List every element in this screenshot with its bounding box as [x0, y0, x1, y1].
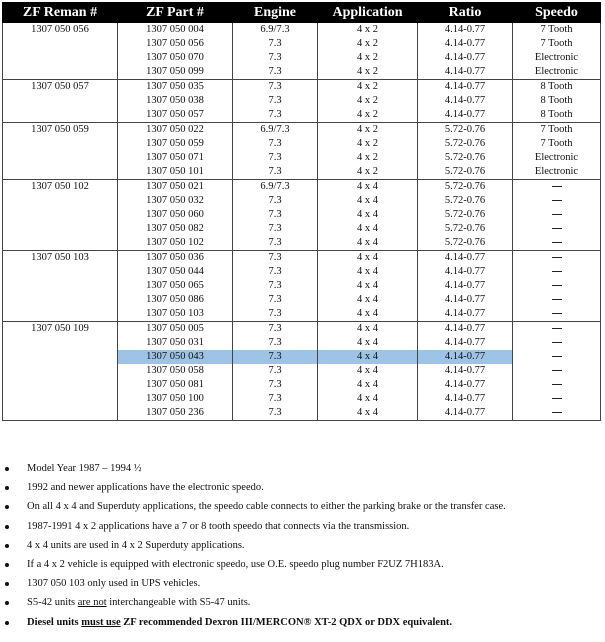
- part-number-cell: 1307 050 056: [118, 37, 233, 51]
- engine-cell: 7.3: [233, 279, 318, 293]
- note-diesel: [0, 613, 600, 632]
- note-interchange-post: interchangeable with S5-47 units.: [106, 597, 251, 609]
- part-number-cell: 1307 050 070: [118, 51, 233, 65]
- engine-cell: 7.3: [233, 378, 318, 392]
- part-number-cell: 1307 050 005: [118, 322, 233, 337]
- speedo-cell: 7 Tooth: [513, 137, 601, 151]
- table-body: [3, 23, 601, 421]
- note-diesel-pre: Diesel units: [27, 616, 82, 628]
- ratio-cell: 4.14-0.77: [418, 378, 513, 392]
- engine-cell: 7.3: [233, 392, 318, 406]
- note-interchange-emphasis: are not: [77, 597, 107, 609]
- speedo-cell: [513, 307, 601, 322]
- engine-cell: 7.3: [233, 208, 318, 222]
- engine-cell: 7.3: [233, 251, 318, 266]
- application-cell: 4 x 4: [318, 406, 418, 421]
- table-row: [3, 322, 601, 337]
- ratio-cell: 4.14-0.77: [418, 293, 513, 307]
- speedo-cell: [513, 378, 601, 392]
- note-interchange-pre: S5-42 units: [27, 597, 78, 609]
- ratio-cell: 4.14-0.77: [418, 94, 513, 108]
- part-number-cell: 1307 050 102: [118, 236, 233, 251]
- ratio-cell: 5.72-0.76: [418, 165, 513, 180]
- reman-number-cell: 1307 050 057: [3, 80, 118, 123]
- engine-cell: 7.3: [233, 307, 318, 322]
- note-diesel-emphasis: must use: [81, 616, 121, 628]
- engine-cell: 6.9/7.3: [233, 123, 318, 138]
- application-cell: 4 x 2: [318, 137, 418, 151]
- speedo-dash: [552, 257, 562, 258]
- table-row: [3, 180, 601, 195]
- ratio-cell: 4.14-0.77: [418, 251, 513, 266]
- speedo-cell: 7 Tooth: [513, 123, 601, 138]
- part-number-cell: 1307 050 031: [118, 336, 233, 350]
- note-plug-number: If a 4 x 2 vehicle is equipped with electronic speedo, use O.E. speedo plug number F2UZ 7H183A.: [0, 555, 600, 574]
- speedo-cell: 8 Tooth: [513, 94, 601, 108]
- table-row: [3, 80, 601, 95]
- speedo-cell: [513, 392, 601, 406]
- part-number-cell: 1307 050 065: [118, 279, 233, 293]
- part-number-cell: 1307 050 044: [118, 265, 233, 279]
- engine-cell: 7.3: [233, 364, 318, 378]
- application-cell: 4 x 4: [318, 307, 418, 322]
- table-row: [3, 23, 601, 38]
- application-cell: 4 x 4: [318, 194, 418, 208]
- part-number-cell: 1307 050 060: [118, 208, 233, 222]
- speedo-cell: Electronic: [513, 165, 601, 180]
- part-number-cell: 1307 050 022: [118, 123, 233, 138]
- speedo-cell: [513, 406, 601, 421]
- engine-cell: 7.3: [233, 108, 318, 123]
- engine-cell: 7.3: [233, 336, 318, 350]
- note-superduty-cable: On all 4 x 4 and Superduty applications, the speedo cable connects to either the parking brake or the transfer case.: [0, 497, 600, 516]
- note-model-year: Model Year 1987 – 1994 ½: [0, 459, 600, 478]
- note-diesel-post: ZF recommended Dexron III/MERCON® XT-2 QDX or DDX equivalent.: [120, 616, 453, 628]
- application-cell: 4 x 4: [318, 378, 418, 392]
- speedo-dash: [552, 328, 562, 329]
- speedo-dash: [552, 186, 562, 187]
- speedo-cell: Electronic: [513, 65, 601, 80]
- application-cell: 4 x 4: [318, 279, 418, 293]
- application-cell: 4 x 4: [318, 180, 418, 195]
- reman-number-cell: 1307 050 056: [3, 23, 118, 80]
- speedo-cell: [513, 265, 601, 279]
- part-number-cell: 1307 050 057: [118, 108, 233, 123]
- reman-number-cell: 1307 050 102: [3, 180, 118, 251]
- speedo-cell: [513, 208, 601, 222]
- engine-cell: 6.9/7.3: [233, 180, 318, 195]
- application-cell: 4 x 4: [318, 236, 418, 251]
- speedo-cell: [513, 293, 601, 307]
- application-cell: 4 x 4: [318, 322, 418, 337]
- note-interchange: [0, 593, 600, 612]
- application-cell: 4 x 2: [318, 108, 418, 123]
- speedo-dash: [552, 342, 562, 343]
- ratio-cell: 4.14-0.77: [418, 406, 513, 421]
- engine-cell: 7.3: [233, 350, 318, 364]
- application-cell: 4 x 2: [318, 37, 418, 51]
- engine-cell: 7.3: [233, 65, 318, 80]
- speedo-dash: [552, 356, 562, 357]
- speedo-cell: [513, 251, 601, 266]
- speedo-cell: 7 Tooth: [513, 23, 601, 38]
- ratio-cell: 5.72-0.76: [418, 151, 513, 165]
- speedo-dash: [552, 200, 562, 201]
- engine-cell: 6.9/7.3: [233, 23, 318, 38]
- engine-cell: 7.3: [233, 37, 318, 51]
- ratio-cell: 4.14-0.77: [418, 364, 513, 378]
- ratio-cell: 5.72-0.76: [418, 194, 513, 208]
- ratio-cell: 5.72-0.76: [418, 123, 513, 138]
- ratio-cell: 4.14-0.77: [418, 392, 513, 406]
- speedo-cell: [513, 336, 601, 350]
- application-cell: 4 x 2: [318, 65, 418, 80]
- notes-list: [0, 459, 600, 632]
- engine-cell: 7.3: [233, 265, 318, 279]
- speedo-cell: Electronic: [513, 151, 601, 165]
- part-number-cell: 1307 050 099: [118, 65, 233, 80]
- speedo-dash: [552, 228, 562, 229]
- speedo-cell: [513, 194, 601, 208]
- application-cell: 4 x 4: [318, 336, 418, 350]
- application-cell: 4 x 2: [318, 51, 418, 65]
- application-cell: 4 x 4: [318, 208, 418, 222]
- application-cell: 4 x 4: [318, 293, 418, 307]
- part-number-cell: 1307 050 043: [118, 350, 233, 364]
- speedo-dash: [552, 271, 562, 272]
- engine-cell: 7.3: [233, 137, 318, 151]
- ratio-cell: 4.14-0.77: [418, 350, 513, 364]
- engine-cell: 7.3: [233, 194, 318, 208]
- table-header: [3, 3, 601, 23]
- speedo-cell: 8 Tooth: [513, 80, 601, 95]
- header-ratio: Ratio: [418, 3, 513, 23]
- part-number-cell: 1307 050 004: [118, 23, 233, 38]
- ratio-cell: 4.14-0.77: [418, 265, 513, 279]
- application-cell: 4 x 4: [318, 251, 418, 266]
- speedo-dash: [552, 214, 562, 215]
- header-zf-part: ZF Part #: [118, 3, 233, 23]
- application-cell: 4 x 2: [318, 94, 418, 108]
- ratio-cell: 4.14-0.77: [418, 37, 513, 51]
- part-number-cell: 1307 050 059: [118, 137, 233, 151]
- table-row: [3, 251, 601, 266]
- speedo-dash: [552, 285, 562, 286]
- ratio-cell: 4.14-0.77: [418, 307, 513, 322]
- speedo-cell: [513, 236, 601, 251]
- note-ups-only: 1307 050 103 only used in UPS vehicles.: [0, 574, 600, 593]
- ratio-cell: 5.72-0.76: [418, 180, 513, 195]
- header-engine: Engine: [233, 3, 318, 23]
- engine-cell: 7.3: [233, 293, 318, 307]
- speedo-dash: [552, 299, 562, 300]
- part-number-cell: 1307 050 081: [118, 378, 233, 392]
- application-cell: 4 x 4: [318, 364, 418, 378]
- parts-table: [2, 2, 601, 421]
- ratio-cell: 4.14-0.77: [418, 322, 513, 337]
- part-number-cell: 1307 050 021: [118, 180, 233, 195]
- ratio-cell: 4.14-0.77: [418, 108, 513, 123]
- ratio-cell: 5.72-0.76: [418, 222, 513, 236]
- engine-cell: 7.3: [233, 80, 318, 95]
- speedo-cell: [513, 322, 601, 337]
- ratio-cell: 5.72-0.76: [418, 137, 513, 151]
- application-cell: 4 x 4: [318, 350, 418, 364]
- speedo-dash: [552, 398, 562, 399]
- part-number-cell: 1307 050 082: [118, 222, 233, 236]
- application-cell: 4 x 4: [318, 392, 418, 406]
- application-cell: 4 x 2: [318, 165, 418, 180]
- ratio-cell: 4.14-0.77: [418, 336, 513, 350]
- ratio-cell: 5.72-0.76: [418, 236, 513, 251]
- part-number-cell: 1307 050 103: [118, 307, 233, 322]
- speedo-cell: [513, 364, 601, 378]
- engine-cell: 7.3: [233, 51, 318, 65]
- part-number-cell: 1307 050 032: [118, 194, 233, 208]
- speedo-cell: 8 Tooth: [513, 108, 601, 123]
- reman-number-cell: 1307 050 059: [3, 123, 118, 180]
- ratio-cell: 4.14-0.77: [418, 279, 513, 293]
- speedo-cell: [513, 279, 601, 293]
- application-cell: 4 x 4: [318, 265, 418, 279]
- speedo-cell: [513, 222, 601, 236]
- ratio-cell: 4.14-0.77: [418, 23, 513, 38]
- note-tooth-speedo: 1987-1991 4 x 2 applications have a 7 or 8 tooth speedo that connects via the transmission.: [0, 517, 600, 536]
- ratio-cell: 4.14-0.77: [418, 65, 513, 80]
- speedo-dash: [552, 384, 562, 385]
- speedo-cell: Electronic: [513, 51, 601, 65]
- speedo-dash: [552, 242, 562, 243]
- speedo-dash: [552, 313, 562, 314]
- application-cell: 4 x 2: [318, 80, 418, 95]
- engine-cell: 7.3: [233, 222, 318, 236]
- note-superduty-4x4: 4 x 4 units are used in 4 x 2 Superduty applications.: [0, 536, 600, 555]
- table-row: [3, 123, 601, 138]
- header-application: Application: [318, 3, 418, 23]
- application-cell: 4 x 2: [318, 23, 418, 38]
- application-cell: 4 x 4: [318, 222, 418, 236]
- part-number-cell: 1307 050 101: [118, 165, 233, 180]
- speedo-cell: 7 Tooth: [513, 37, 601, 51]
- speedo-dash: [552, 412, 562, 413]
- part-number-cell: 1307 050 036: [118, 251, 233, 266]
- reman-number-cell: 1307 050 109: [3, 322, 118, 421]
- engine-cell: 7.3: [233, 322, 318, 337]
- application-cell: 4 x 2: [318, 123, 418, 138]
- part-number-cell: 1307 050 035: [118, 80, 233, 95]
- header-speedo: Speedo: [513, 3, 601, 23]
- application-cell: 4 x 2: [318, 151, 418, 165]
- part-number-cell: 1307 050 100: [118, 392, 233, 406]
- ratio-cell: 4.14-0.77: [418, 51, 513, 65]
- part-number-cell: 1307 050 086: [118, 293, 233, 307]
- engine-cell: 7.3: [233, 406, 318, 421]
- engine-cell: 7.3: [233, 94, 318, 108]
- part-number-cell: 1307 050 236: [118, 406, 233, 421]
- part-number-cell: 1307 050 058: [118, 364, 233, 378]
- speedo-dash: [552, 370, 562, 371]
- ratio-cell: 4.14-0.77: [418, 80, 513, 95]
- reman-number-cell: 1307 050 103: [3, 251, 118, 322]
- engine-cell: 7.3: [233, 165, 318, 180]
- engine-cell: 7.3: [233, 236, 318, 251]
- part-number-cell: 1307 050 071: [118, 151, 233, 165]
- note-electronic-speedo: 1992 and newer applications have the electronic speedo.: [0, 478, 600, 497]
- ratio-cell: 5.72-0.76: [418, 208, 513, 222]
- header-zf-reman: ZF Reman #: [3, 3, 118, 23]
- speedo-cell: [513, 350, 601, 364]
- speedo-cell: [513, 180, 601, 195]
- engine-cell: 7.3: [233, 151, 318, 165]
- part-number-cell: 1307 050 038: [118, 94, 233, 108]
